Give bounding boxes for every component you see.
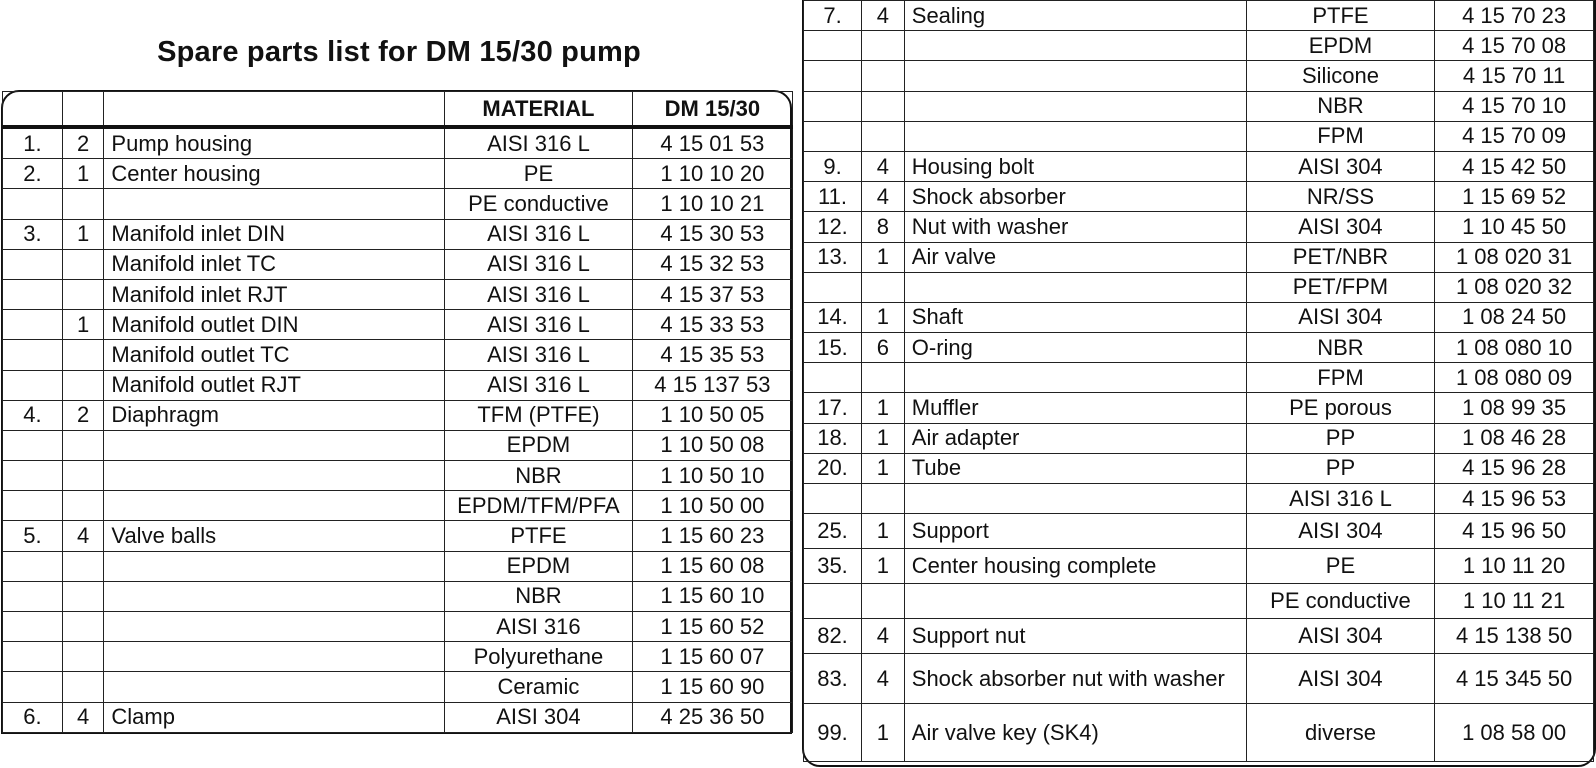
table-row bbox=[804, 151, 1594, 181]
part-number-cell: 2. bbox=[3, 159, 63, 189]
part-code-cell: 1 10 11 20 bbox=[1435, 549, 1594, 584]
material-cell: AISI 316 L bbox=[1246, 484, 1434, 514]
table-row bbox=[3, 159, 793, 189]
part-code-cell: 1 10 50 05 bbox=[632, 400, 792, 430]
table-row bbox=[804, 363, 1594, 393]
material-cell: Silicone bbox=[1246, 61, 1434, 91]
quantity-cell bbox=[62, 430, 104, 460]
description-cell: Diaphragm bbox=[104, 400, 445, 430]
table-row bbox=[3, 521, 793, 551]
table-header-row bbox=[3, 92, 793, 128]
material-cell: FPM bbox=[1246, 363, 1434, 393]
part-number-cell: 3. bbox=[3, 219, 63, 249]
table-row bbox=[3, 612, 793, 642]
left-parts-table bbox=[2, 91, 793, 733]
table-row bbox=[3, 672, 793, 702]
header-desc-cell bbox=[104, 92, 445, 128]
part-number-cell bbox=[804, 121, 862, 151]
material-cell: AISI 304 bbox=[1246, 619, 1434, 654]
quantity-cell bbox=[62, 279, 104, 309]
part-number-cell bbox=[804, 584, 862, 619]
description-cell bbox=[104, 189, 445, 219]
table-row bbox=[3, 279, 793, 309]
part-number-cell bbox=[3, 551, 63, 581]
description-cell bbox=[104, 430, 445, 460]
part-number-cell bbox=[3, 370, 63, 400]
material-cell: PTFE bbox=[445, 521, 633, 551]
quantity-cell: 2 bbox=[62, 400, 104, 430]
description-cell: Manifold outlet RJT bbox=[104, 370, 445, 400]
material-cell: PE conductive bbox=[445, 189, 633, 219]
material-cell: AISI 316 L bbox=[445, 279, 633, 309]
quantity-cell: 1 bbox=[862, 453, 905, 483]
part-number-cell: 35. bbox=[804, 549, 862, 584]
part-number-cell bbox=[804, 31, 862, 61]
description-cell bbox=[904, 484, 1246, 514]
table-row bbox=[804, 242, 1594, 272]
part-code-cell: 4 15 42 50 bbox=[1435, 151, 1594, 181]
part-number-cell: 83. bbox=[804, 654, 862, 704]
part-number-cell: 7. bbox=[804, 1, 862, 31]
material-cell: AISI 316 L bbox=[445, 219, 633, 249]
quantity-cell bbox=[62, 249, 104, 279]
part-number-cell bbox=[3, 672, 63, 702]
table-row bbox=[804, 212, 1594, 242]
part-number-cell: 82. bbox=[804, 619, 862, 654]
part-code-cell: 1 10 10 21 bbox=[632, 189, 792, 219]
description-cell: Center housing complete bbox=[904, 549, 1246, 584]
quantity-cell: 4 bbox=[62, 521, 104, 551]
part-number-cell: 13. bbox=[804, 242, 862, 272]
description-cell bbox=[104, 461, 445, 491]
part-number-cell bbox=[3, 310, 63, 340]
description-cell: Manifold outlet TC bbox=[104, 340, 445, 370]
quantity-cell bbox=[862, 91, 905, 121]
quantity-cell bbox=[862, 363, 905, 393]
description-cell bbox=[104, 581, 445, 611]
part-number-cell: 11. bbox=[804, 182, 862, 212]
table-row bbox=[3, 642, 793, 672]
part-code-cell: 1 10 45 50 bbox=[1435, 212, 1594, 242]
part-number-cell bbox=[3, 430, 63, 460]
description-cell: Air valve key (SK4) bbox=[904, 704, 1246, 762]
part-code-cell: 4 15 30 53 bbox=[632, 219, 792, 249]
part-code-cell: 1 10 50 00 bbox=[632, 491, 792, 521]
table-row bbox=[3, 219, 793, 249]
table-row bbox=[804, 61, 1594, 91]
material-cell: AISI 304 bbox=[1246, 514, 1434, 549]
table-row bbox=[804, 1, 1594, 31]
description-cell: Air adapter bbox=[904, 423, 1246, 453]
table-row bbox=[804, 423, 1594, 453]
description-cell: Manifold inlet DIN bbox=[104, 219, 445, 249]
description-cell: Shock absorber bbox=[904, 182, 1246, 212]
part-code-cell: 1 15 60 10 bbox=[632, 581, 792, 611]
quantity-cell bbox=[862, 121, 905, 151]
part-code-cell: 4 15 33 53 bbox=[632, 310, 792, 340]
description-cell: O-ring bbox=[904, 333, 1246, 363]
quantity-cell: 2 bbox=[62, 127, 104, 159]
quantity-cell: 1 bbox=[862, 242, 905, 272]
header-qty-cell bbox=[62, 92, 104, 128]
quantity-cell bbox=[62, 642, 104, 672]
description-cell: Shaft bbox=[904, 302, 1246, 332]
material-cell: TFM (PTFE) bbox=[445, 400, 633, 430]
material-cell: PE porous bbox=[1246, 393, 1434, 423]
table-row bbox=[804, 453, 1594, 483]
table-row bbox=[804, 182, 1594, 212]
header-material: MATERIAL bbox=[445, 92, 633, 128]
table-row bbox=[3, 461, 793, 491]
page-title: Spare parts list for DM 15/30 pump bbox=[157, 36, 641, 68]
part-number-cell: 9. bbox=[804, 151, 862, 181]
table-row bbox=[804, 514, 1594, 549]
quantity-cell: 1 bbox=[862, 302, 905, 332]
table-row bbox=[3, 127, 793, 159]
part-number-cell: 25. bbox=[804, 514, 862, 549]
part-code-cell: 1 15 69 52 bbox=[1435, 182, 1594, 212]
material-cell: NR/SS bbox=[1246, 182, 1434, 212]
material-cell: AISI 316 L bbox=[445, 249, 633, 279]
description-cell: Air valve bbox=[904, 242, 1246, 272]
table-row bbox=[3, 702, 793, 732]
part-code-cell: 4 15 70 10 bbox=[1435, 91, 1594, 121]
table-row bbox=[804, 302, 1594, 332]
material-cell: PET/FPM bbox=[1246, 272, 1434, 302]
quantity-cell bbox=[862, 484, 905, 514]
part-number-cell: 4. bbox=[3, 400, 63, 430]
table-row bbox=[804, 121, 1594, 151]
material-cell: FPM bbox=[1246, 121, 1434, 151]
part-code-cell: 1 15 60 90 bbox=[632, 672, 792, 702]
material-cell: AISI 316 bbox=[445, 612, 633, 642]
material-cell: NBR bbox=[445, 461, 633, 491]
quantity-cell: 6 bbox=[862, 333, 905, 363]
material-cell: AISI 316 L bbox=[445, 310, 633, 340]
part-number-cell bbox=[3, 491, 63, 521]
part-code-cell: 1 15 60 23 bbox=[632, 521, 792, 551]
material-cell: PE conductive bbox=[1246, 584, 1434, 619]
part-code-cell: 1 15 60 08 bbox=[632, 551, 792, 581]
description-cell: Shock absorber nut with washer bbox=[904, 654, 1246, 704]
quantity-cell bbox=[62, 370, 104, 400]
quantity-cell: 4 bbox=[862, 619, 905, 654]
description-cell: Sealing bbox=[904, 1, 1246, 31]
part-code-cell: 4 15 137 53 bbox=[632, 370, 792, 400]
material-cell: EPDM bbox=[445, 430, 633, 460]
part-code-cell: 4 15 96 50 bbox=[1435, 514, 1594, 549]
part-code-cell: 1 15 60 07 bbox=[632, 642, 792, 672]
table-row bbox=[804, 654, 1594, 704]
table-row bbox=[3, 310, 793, 340]
description-cell bbox=[104, 642, 445, 672]
right-parts-table bbox=[803, 0, 1594, 762]
part-number-cell bbox=[3, 642, 63, 672]
part-number-cell: 5. bbox=[3, 521, 63, 551]
part-code-cell: 1 15 60 52 bbox=[632, 612, 792, 642]
description-cell: Tube bbox=[904, 453, 1246, 483]
table-row bbox=[804, 584, 1594, 619]
part-number-cell bbox=[804, 61, 862, 91]
part-number-cell: 1. bbox=[3, 127, 63, 159]
header-model: DM 15/30 bbox=[632, 92, 792, 128]
material-cell: Polyurethane bbox=[445, 642, 633, 672]
part-code-cell: 1 08 020 31 bbox=[1435, 242, 1594, 272]
part-number-cell: 14. bbox=[804, 302, 862, 332]
part-number-cell bbox=[3, 340, 63, 370]
description-cell: Support bbox=[904, 514, 1246, 549]
description-cell bbox=[904, 121, 1246, 151]
material-cell: AISI 304 bbox=[1246, 302, 1434, 332]
part-code-cell: 1 08 99 35 bbox=[1435, 393, 1594, 423]
quantity-cell: 8 bbox=[862, 212, 905, 242]
quantity-cell bbox=[862, 61, 905, 91]
quantity-cell bbox=[62, 612, 104, 642]
part-code-cell: 1 08 080 10 bbox=[1435, 333, 1594, 363]
quantity-cell: 4 bbox=[862, 182, 905, 212]
material-cell: AISI 316 L bbox=[445, 370, 633, 400]
material-cell: PET/NBR bbox=[1246, 242, 1434, 272]
material-cell: AISI 304 bbox=[1246, 654, 1434, 704]
quantity-cell: 1 bbox=[62, 159, 104, 189]
quantity-cell: 1 bbox=[862, 549, 905, 584]
description-cell bbox=[904, 61, 1246, 91]
description-cell bbox=[104, 612, 445, 642]
part-number-cell bbox=[3, 612, 63, 642]
part-code-cell: 1 08 58 00 bbox=[1435, 704, 1594, 762]
material-cell: Ceramic bbox=[445, 672, 633, 702]
description-cell bbox=[104, 491, 445, 521]
description-cell: Manifold outlet DIN bbox=[104, 310, 445, 340]
quantity-cell: 1 bbox=[862, 514, 905, 549]
quantity-cell bbox=[862, 272, 905, 302]
description-cell bbox=[904, 584, 1246, 619]
description-cell: Support nut bbox=[904, 619, 1246, 654]
table-row bbox=[3, 249, 793, 279]
quantity-cell: 4 bbox=[862, 654, 905, 704]
quantity-cell: 1 bbox=[862, 704, 905, 762]
material-cell: diverse bbox=[1246, 704, 1434, 762]
part-code-cell: 1 08 24 50 bbox=[1435, 302, 1594, 332]
description-cell bbox=[104, 551, 445, 581]
quantity-cell: 4 bbox=[862, 151, 905, 181]
part-number-cell: 12. bbox=[804, 212, 862, 242]
part-number-cell: 6. bbox=[3, 702, 63, 732]
part-number-cell bbox=[3, 189, 63, 219]
quantity-cell: 1 bbox=[862, 423, 905, 453]
description-cell bbox=[904, 91, 1246, 121]
part-number-cell bbox=[804, 363, 862, 393]
table-row bbox=[3, 340, 793, 370]
part-code-cell: 4 15 37 53 bbox=[632, 279, 792, 309]
quantity-cell bbox=[62, 189, 104, 219]
part-number-cell: 17. bbox=[804, 393, 862, 423]
quantity-cell: 4 bbox=[62, 702, 104, 732]
table-row bbox=[3, 400, 793, 430]
table-row bbox=[804, 91, 1594, 121]
quantity-cell: 1 bbox=[862, 393, 905, 423]
description-cell bbox=[904, 31, 1246, 61]
quantity-cell bbox=[862, 31, 905, 61]
material-cell: PTFE bbox=[1246, 1, 1434, 31]
header-num-cell bbox=[3, 92, 63, 128]
material-cell: AISI 316 L bbox=[445, 127, 633, 159]
part-code-cell: 4 15 138 50 bbox=[1435, 619, 1594, 654]
part-code-cell: 1 08 080 09 bbox=[1435, 363, 1594, 393]
part-code-cell: 4 15 96 53 bbox=[1435, 484, 1594, 514]
description-cell: Manifold inlet RJT bbox=[104, 279, 445, 309]
description-cell: Housing bolt bbox=[904, 151, 1246, 181]
material-cell: NBR bbox=[1246, 333, 1434, 363]
part-code-cell: 4 15 01 53 bbox=[632, 127, 792, 159]
quantity-cell bbox=[62, 672, 104, 702]
part-number-cell bbox=[804, 91, 862, 121]
material-cell: AISI 304 bbox=[445, 702, 633, 732]
material-cell: AISI 304 bbox=[1246, 212, 1434, 242]
quantity-cell: 1 bbox=[62, 310, 104, 340]
part-number-cell: 20. bbox=[804, 453, 862, 483]
table-row bbox=[3, 430, 793, 460]
part-number-cell: 18. bbox=[804, 423, 862, 453]
material-cell: NBR bbox=[445, 581, 633, 611]
material-cell: PP bbox=[1246, 423, 1434, 453]
table-row bbox=[804, 333, 1594, 363]
description-cell bbox=[904, 272, 1246, 302]
material-cell: EPDM bbox=[1246, 31, 1434, 61]
description-cell: Clamp bbox=[104, 702, 445, 732]
table-row bbox=[3, 551, 793, 581]
part-code-cell: 1 10 11 21 bbox=[1435, 584, 1594, 619]
material-cell: NBR bbox=[1246, 91, 1434, 121]
part-number-cell bbox=[3, 279, 63, 309]
table-row bbox=[804, 619, 1594, 654]
description-cell: Manifold inlet TC bbox=[104, 249, 445, 279]
description-cell: Muffler bbox=[904, 393, 1246, 423]
part-code-cell: 4 15 35 53 bbox=[632, 340, 792, 370]
table-row bbox=[3, 491, 793, 521]
part-code-cell: 4 15 70 08 bbox=[1435, 31, 1594, 61]
part-code-cell: 4 15 70 11 bbox=[1435, 61, 1594, 91]
quantity-cell bbox=[62, 551, 104, 581]
table-row bbox=[804, 704, 1594, 762]
material-cell: PE bbox=[445, 159, 633, 189]
table-row bbox=[804, 272, 1594, 302]
part-number-cell bbox=[3, 249, 63, 279]
material-cell: AISI 316 L bbox=[445, 340, 633, 370]
part-code-cell: 4 25 36 50 bbox=[632, 702, 792, 732]
material-cell: EPDM/TFM/PFA bbox=[445, 491, 633, 521]
quantity-cell bbox=[62, 581, 104, 611]
quantity-cell: 4 bbox=[862, 1, 905, 31]
description-cell: Center housing bbox=[104, 159, 445, 189]
description-cell: Nut with washer bbox=[904, 212, 1246, 242]
description-cell bbox=[904, 363, 1246, 393]
description-cell: Pump housing bbox=[104, 127, 445, 159]
material-cell: PE bbox=[1246, 549, 1434, 584]
quantity-cell: 1 bbox=[62, 219, 104, 249]
quantity-cell bbox=[62, 461, 104, 491]
part-number-cell bbox=[3, 581, 63, 611]
table-row bbox=[804, 484, 1594, 514]
table-row bbox=[804, 393, 1594, 423]
part-code-cell: 4 15 32 53 bbox=[632, 249, 792, 279]
description-cell bbox=[104, 672, 445, 702]
part-code-cell: 4 15 70 09 bbox=[1435, 121, 1594, 151]
quantity-cell bbox=[62, 340, 104, 370]
table-row bbox=[804, 549, 1594, 584]
description-cell: Valve balls bbox=[104, 521, 445, 551]
part-number-cell bbox=[804, 272, 862, 302]
material-cell: PP bbox=[1246, 453, 1434, 483]
part-number-cell bbox=[3, 461, 63, 491]
part-code-cell: 1 08 46 28 bbox=[1435, 423, 1594, 453]
part-code-cell: 1 10 50 08 bbox=[632, 430, 792, 460]
part-code-cell: 1 10 10 20 bbox=[632, 159, 792, 189]
part-number-cell: 99. bbox=[804, 704, 862, 762]
quantity-cell bbox=[862, 584, 905, 619]
part-code-cell: 1 10 50 10 bbox=[632, 461, 792, 491]
table-row bbox=[3, 370, 793, 400]
material-cell: AISI 304 bbox=[1246, 151, 1434, 181]
material-cell: EPDM bbox=[445, 551, 633, 581]
table-row bbox=[804, 31, 1594, 61]
quantity-cell bbox=[62, 491, 104, 521]
table-row bbox=[3, 189, 793, 219]
part-code-cell: 4 15 96 28 bbox=[1435, 453, 1594, 483]
part-code-cell: 4 15 345 50 bbox=[1435, 654, 1594, 704]
part-code-cell: 4 15 70 23 bbox=[1435, 1, 1594, 31]
part-number-cell: 15. bbox=[804, 333, 862, 363]
table-row bbox=[3, 581, 793, 611]
part-number-cell bbox=[804, 484, 862, 514]
part-code-cell: 1 08 020 32 bbox=[1435, 272, 1594, 302]
